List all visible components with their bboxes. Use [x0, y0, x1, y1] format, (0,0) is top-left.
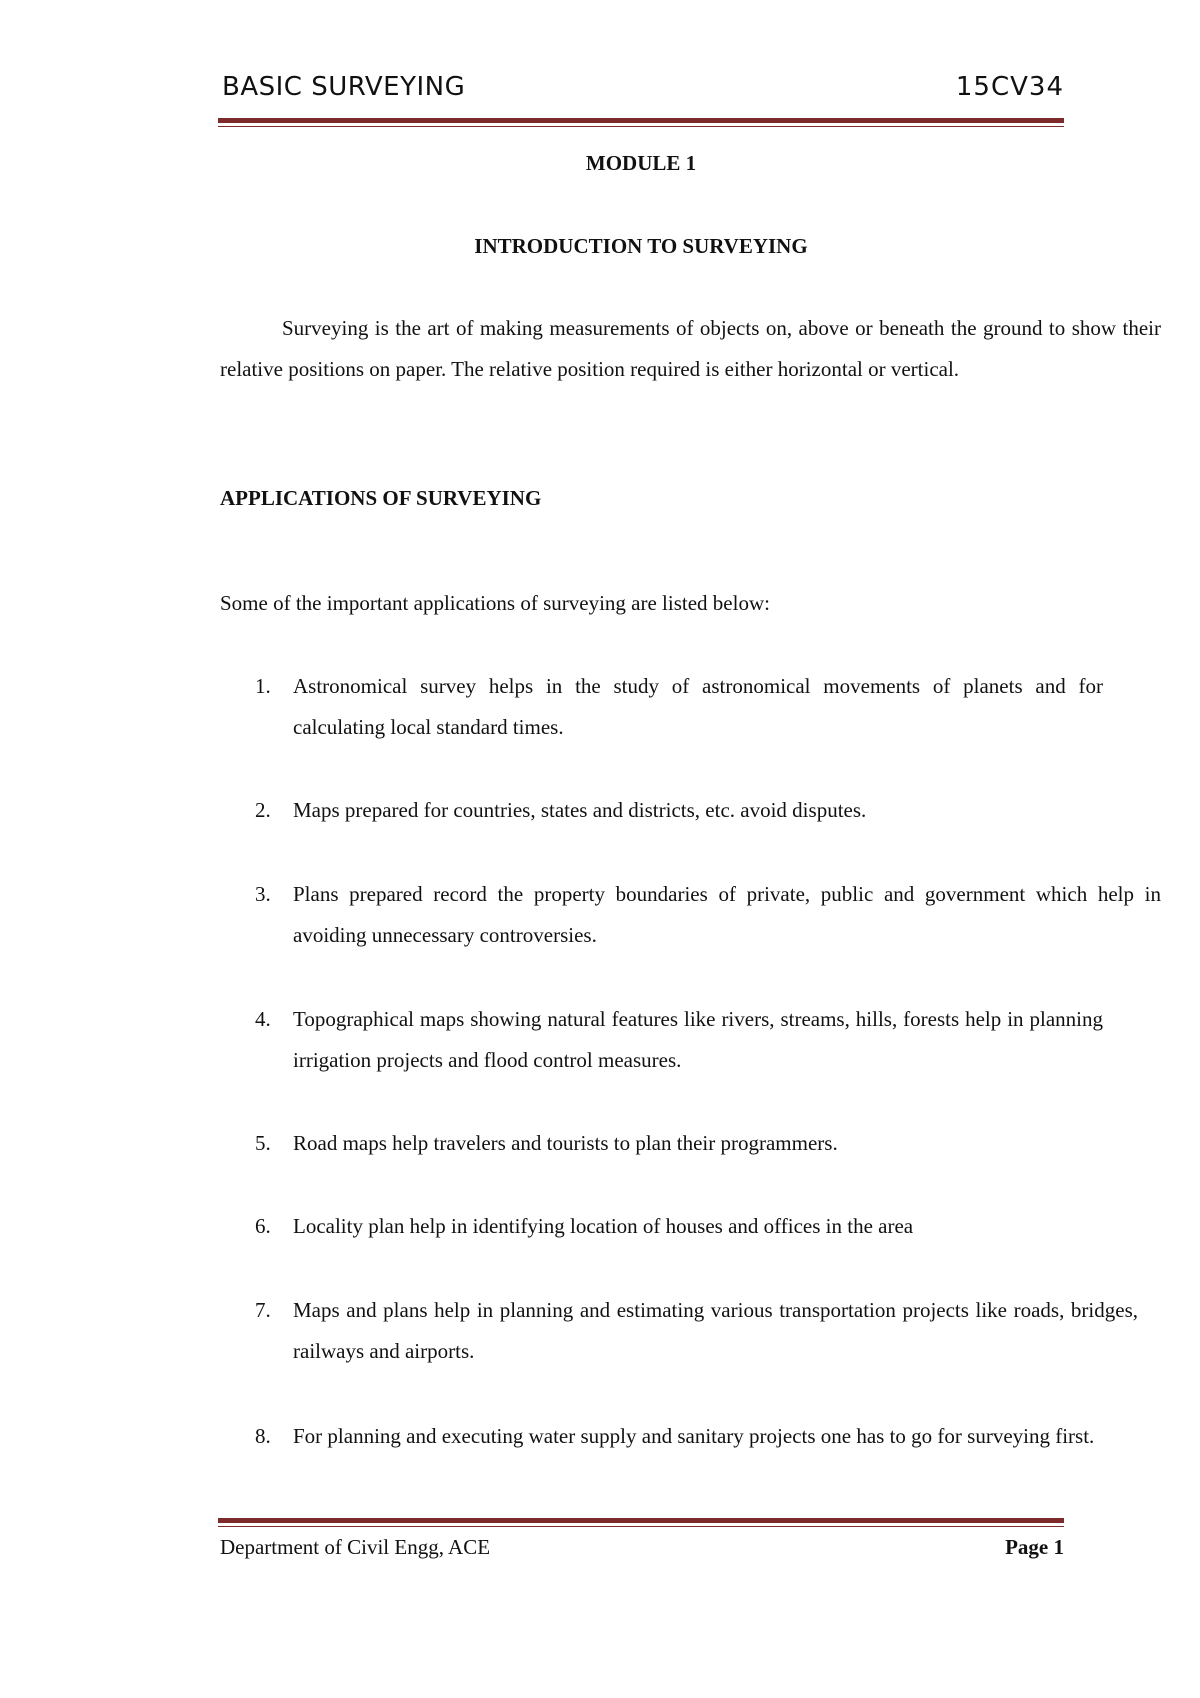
list-item-number: 1. — [255, 674, 271, 698]
list-item — [220, 999, 1161, 1081]
list-item-text: For planning and executing water supply and sanitary projects one has to go for surveying first. — [293, 1424, 1095, 1448]
list-item-number: 7. — [255, 1298, 271, 1322]
list-item-number: 8. — [255, 1424, 271, 1448]
list-item — [220, 1290, 1161, 1372]
list-item — [220, 790, 1161, 831]
list-item-text: Maps prepared for countries, states and districts, etc. avoid disputes. — [293, 798, 867, 822]
footer-rule-thick — [218, 1518, 1064, 1523]
list-item — [220, 1123, 1161, 1164]
list-item-text: Plans prepared record the property boundaries of private, public and government which help in avoiding unnecessary controversies. — [293, 882, 1161, 947]
page-title: INTRODUCTION TO SURVEYING — [474, 234, 808, 258]
header-title: BASIC SURVEYING — [222, 72, 466, 102]
list-item-text: Astronomical survey helps in the study of astronomical movements of planets and for calculating local standard times. — [293, 674, 1103, 739]
list-item — [220, 1206, 1161, 1247]
section-heading: APPLICATIONS OF SURVEYING — [220, 486, 542, 510]
list-item — [220, 874, 1161, 956]
list-item — [220, 666, 1161, 748]
list-item-text: Locality plan help in identifying location of houses and offices in the area — [293, 1214, 914, 1238]
header-rule-thick — [218, 118, 1064, 123]
list-item-text: Topographical maps showing natural features like rivers, streams, hills, forests help in planning irrigation projects and flood control measures. — [293, 1007, 1103, 1072]
list-item — [220, 1416, 1161, 1457]
footer-department: Department of Civil Engg, ACE — [220, 1535, 491, 1559]
list-item-number: 4. — [255, 1007, 271, 1031]
module-heading: MODULE 1 — [585, 151, 697, 175]
footer-rule-thin — [218, 1526, 1064, 1527]
lead-paragraph: Some of the important applications of surveying are listed below: — [220, 591, 770, 615]
page-number: Page 1 — [1005, 1535, 1064, 1559]
list-item-text: Road maps help travelers and tourists to plan their programmers. — [293, 1131, 838, 1155]
header-course-code: 15CV34 — [955, 72, 1064, 102]
list-item-number: 6. — [255, 1214, 271, 1238]
intro-paragraph: Surveying is the art of making measurements of objects on, above or beneath the ground to show their relative positions on paper. The relative position required is either horizontal or vertical. — [220, 316, 1161, 381]
list-item-number: 2. — [255, 798, 271, 822]
header-rule-thin — [218, 126, 1064, 127]
list-item-number: 5. — [255, 1131, 271, 1155]
list-item-text: Maps and plans help in planning and estimating various transportation projects like roads, bridges, railways and airports. — [293, 1298, 1138, 1363]
list-item-number: 3. — [255, 882, 271, 906]
